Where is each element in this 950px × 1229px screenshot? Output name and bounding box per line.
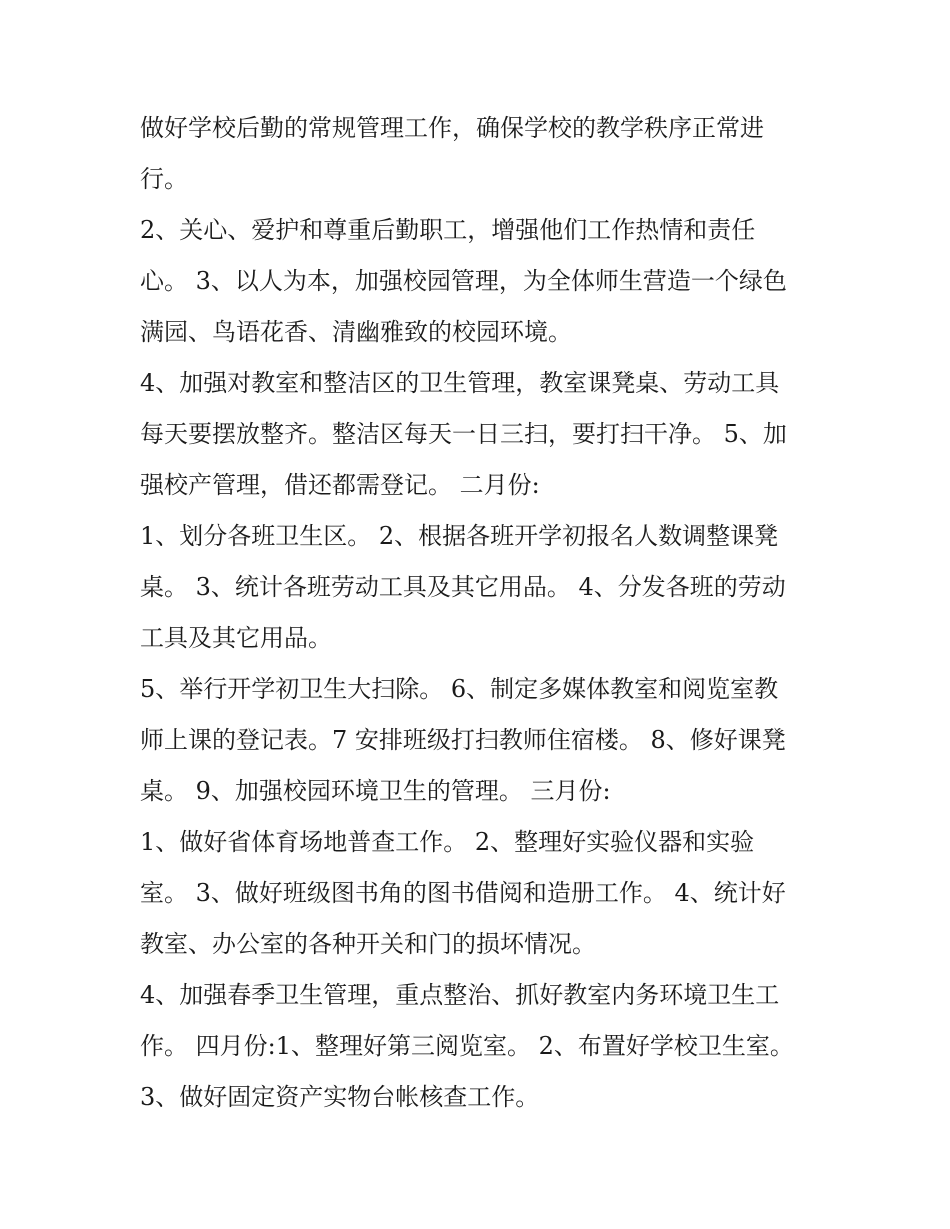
text-line-5: 满园、鸟语花香、清幽雅致的校园环境。 <box>140 318 572 346</box>
text-line-7: 每天要摆放整齐。整洁区每天一日三扫，要打扫干净。 5、加 <box>140 420 787 448</box>
text-line-20: 3、做好固定资产实物台帐核查工作。 <box>140 1083 540 1111</box>
text-line-6: 4、加强对教室和整洁区的卫生管理，教室课凳桌、劳动工具 <box>140 369 780 397</box>
document-body <box>140 103 820 1123</box>
text-line-15: 1、做好省体育场地普查工作。 2、整理好实验仪器和实验 <box>140 828 755 856</box>
text-line-19: 作。 四月份:1、整理好第三阅览室。 2、布置好学校卫生室。 <box>140 1032 794 1060</box>
text-line-1: 做好学校后勤的常规管理工作，确保学校的教学秩序正常进 <box>140 114 764 142</box>
text-line-11: 工具及其它用品。 <box>140 624 332 652</box>
text-line-17: 教室、办公室的各种开关和门的损坏情况。 <box>140 930 596 958</box>
text-line-16: 室。 3、做好班级图书角的图书借阅和造册工作。 4、统计好 <box>140 879 786 907</box>
text-line-2: 行。 <box>140 165 188 193</box>
text-line-3: 2、关心、爱护和尊重后勤职工，增强他们工作热情和责任 <box>140 216 756 244</box>
text-line-8: 强校产管理，借还都需登记。 二月份: <box>140 471 540 499</box>
text-line-18: 4、加强春季卫生管理，重点整治、抓好教室内务环境卫生工 <box>140 981 780 1009</box>
text-line-9: 1、划分各班卫生区。 2、根据各班开学初报名人数调整课凳 <box>140 522 779 550</box>
text-line-10: 桌。 3、统计各班劳动工具及其它用品。 4、分发各班的劳动 <box>140 573 786 601</box>
text-line-4: 心。 3、以人为本，加强校园管理，为全体师生营造一个绿色 <box>140 267 787 295</box>
text-line-14: 桌。 9、加强校园环境卫生的管理。 三月份: <box>140 777 611 805</box>
text-line-13: 师上课的登记表。7 安排班级打扫教师住宿楼。 8、修好课凳 <box>140 726 786 754</box>
text-line-12: 5、举行开学初卫生大扫除。 6、制定多媒体教室和阅览室教 <box>140 675 779 703</box>
